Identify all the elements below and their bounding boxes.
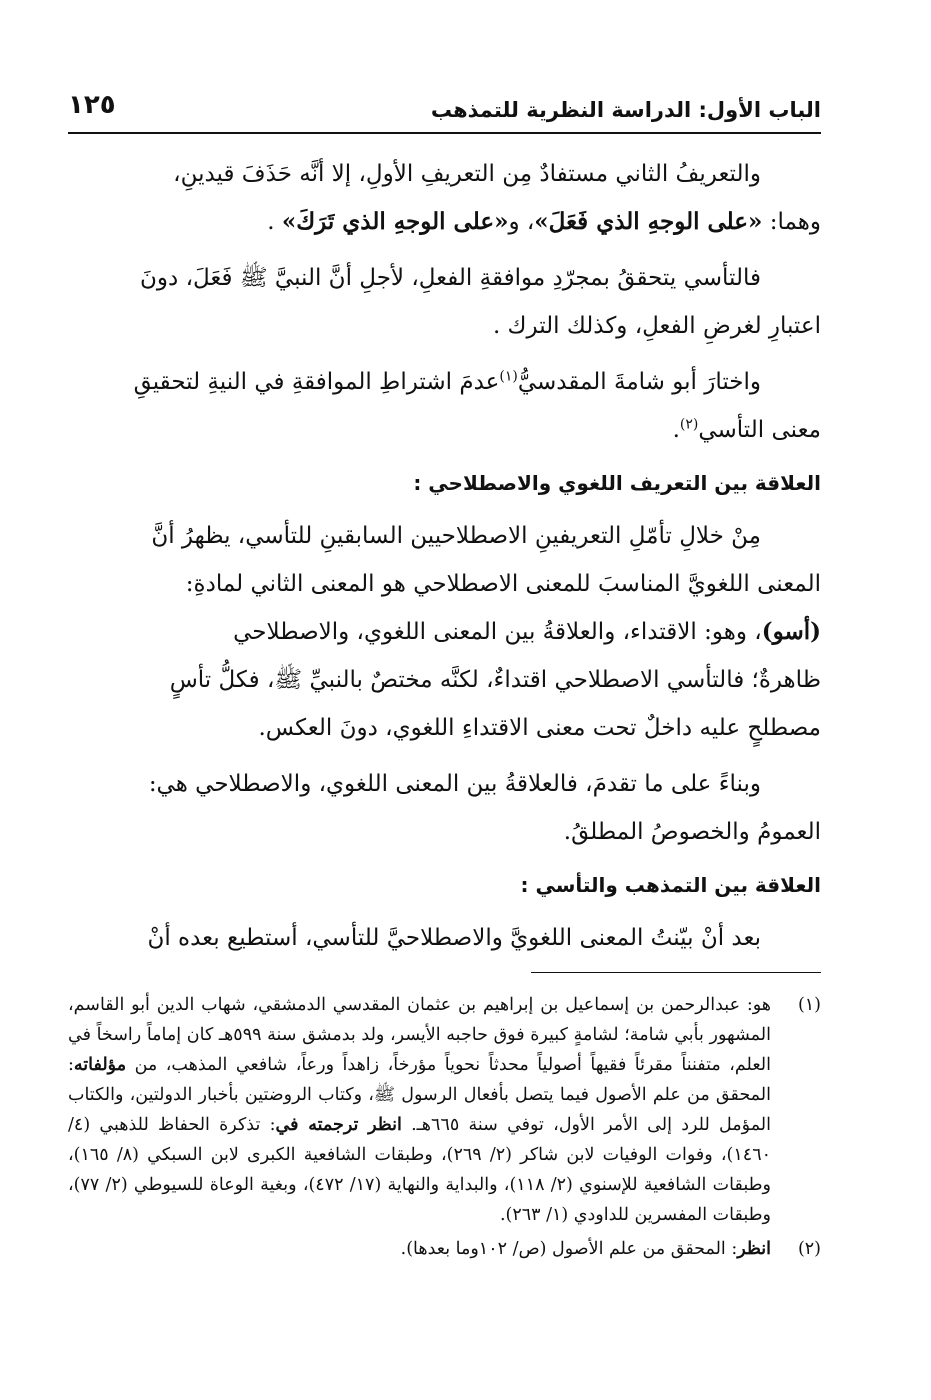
footnote-1 xyxy=(68,990,821,1230)
paragraph-line: المعنى اللغويَّ المناسبَ للمعنى الاصطلاحي هو المعنى الثاني لمادةِ: xyxy=(185,571,821,597)
text-segment: معنى التأسي xyxy=(698,417,821,443)
paragraph-line: وبناءً على ما تقدمَ، فالعلاقةُ بين المعنى اللغوي، والاصطلاحي هي: xyxy=(148,771,761,797)
footnote-number: (٢) xyxy=(797,1239,821,1259)
paragraph-line: والتعريفُ الثاني مستفادٌ مِن التعريفِ الأولِ، إلا أنَّه حَذَفَ قيدينِ، xyxy=(173,161,761,187)
paragraph-3 xyxy=(68,358,821,454)
footnote-reference[interactable]: (١) xyxy=(499,368,518,385)
paragraph-2 xyxy=(68,254,821,350)
footnote-reference[interactable]: (٢) xyxy=(679,416,699,433)
main-text xyxy=(68,150,821,970)
section-heading: العلاقة بين التعريف اللغوي والاصطلاحي : xyxy=(413,471,821,495)
footnote-divider xyxy=(531,972,821,973)
footnote-text xyxy=(68,990,771,1230)
footnote-2 xyxy=(68,1234,821,1264)
paragraph-line: ظاهرةٌ؛ فالتأسي الاصطلاحي اقتداءٌ، لكنَّه مختصٌ بالنبيِّ ﷺ، فكلُّ تأسٍ xyxy=(169,667,821,693)
paragraph-1 xyxy=(68,150,821,246)
paragraph-line: العمومُ والخصوصُ المطلقُ. xyxy=(563,819,821,845)
footnote-number: (١) xyxy=(797,995,821,1015)
paragraph-line: مِنْ خلالِ تأمّلِ التعريفينِ الاصطلاحيين السابقينِ للتأسي، يظهرُ أنَّ xyxy=(151,523,761,549)
page-header xyxy=(68,88,821,134)
text-segment: . xyxy=(672,417,680,443)
footnote-label: انظر ترجمته في xyxy=(275,1115,402,1135)
text-segment: وهما: xyxy=(762,209,821,235)
root-word: (أسو) xyxy=(761,618,821,645)
text-segment: ، وهو: الاقتداء، والعلاقةُ بين المعنى اللغوي، والاصطلاحي xyxy=(233,619,762,645)
text-segment: : المحقق من علم الأصول (ص/ ١٠٢وما بعدها). xyxy=(400,1239,738,1259)
text-segment: . xyxy=(267,209,282,235)
paragraph-line: مصطلحٍ عليه داخلٌ تحت معنى الاقتداءِ اللغوي، دونَ العكس. xyxy=(258,715,821,741)
quoted-phrase: «على الوجهِ الذي فَعَلَ» xyxy=(534,208,763,235)
paragraph-4 xyxy=(68,512,821,752)
text-segment: : تذكرة الحفاظ للذهبي (٤/ ١٤٦٠)، وفوات الوفيات لابن شاكر (٢/ ٢٦٩)، وطبقات الشافعية الكبرى لابن السبكي (٨/ ١٦٥)، وطبقات الشافعية للإسنوي (٢/ ١١٨)، والبداية والنهاية (١٧/ ٤٧٢)، وبغية الوعاة للسيوطي (٢/ ٧٧)، وطبقات المفسرين للداودي (١/ ٢٦٣). xyxy=(68,1115,771,1225)
paragraph-line xyxy=(68,406,821,454)
paragraph-line: فالتأسي يتحققُ بمجرّدِ موافقةِ الفعلِ، لأجلِ أنَّ النبيَّ ﷺ فَعَلَ، دونَ xyxy=(140,265,761,291)
paragraph-line xyxy=(68,198,821,246)
text-segment: : المحقق من علم الأصول فيما يتصل بأفعال الرسول ﷺ، وكتاب الروضتين بأخبار الدولتين، والكتاب المؤمل للرد إلى الأمر الأول، توفي سنة ٦٦٥هـ. xyxy=(68,1055,772,1135)
text-segment: واختارَ أبو شامةَ المقدسيُّ xyxy=(517,369,761,395)
footnote-label: مؤلفاته xyxy=(73,1055,127,1075)
text-segment: عدمَ اشتراطِ الموافقةِ في النيةِ لتحقيقِ xyxy=(133,369,500,395)
text-segment: هو: عبدالرحمن بن إسماعيل بن إبراهيم بن عثمان المقدسي الدمشقي، شهاب الدين أبو القاسم، المشهور بأبي شامة؛ لشامةٍ كبيرة فوق حاجبه الأيسر، ولد بدمشق سنة ٥٩٩هـ كان إماماً راسخاً في العلم، متفنناً مقرئاً فقيهاً أصولياً محدثاً نحوياً مؤرخاً، زاهداً ورعاً، شافعي المذهب، من xyxy=(68,995,771,1075)
footnote-label: انظر xyxy=(737,1239,771,1259)
paragraph-5 xyxy=(68,760,821,856)
footnote-text xyxy=(68,1234,771,1264)
page-number: ١٢٥ xyxy=(68,90,116,120)
paragraph-line: اعتبارِ لغرضِ الفعلِ، وكذلك الترك . xyxy=(492,313,821,339)
section-heading: العلاقة بين التمذهب والتأسي : xyxy=(520,873,821,897)
running-title: الباب الأول: الدراسة النظرية للتمذهب xyxy=(430,98,821,122)
paragraph-6 xyxy=(68,914,821,962)
paragraph-line: بعد أنْ بيّنتُ المعنى اللغويَّ والاصطلاحيَّ للتأسي، أستطيع بعده أنْ xyxy=(147,925,761,951)
text-segment: ، و xyxy=(508,209,535,235)
footnotes xyxy=(68,990,821,1268)
quoted-phrase: «على الوجهِ الذي تَرَكَ» xyxy=(281,208,509,235)
paragraph-line xyxy=(68,608,821,656)
